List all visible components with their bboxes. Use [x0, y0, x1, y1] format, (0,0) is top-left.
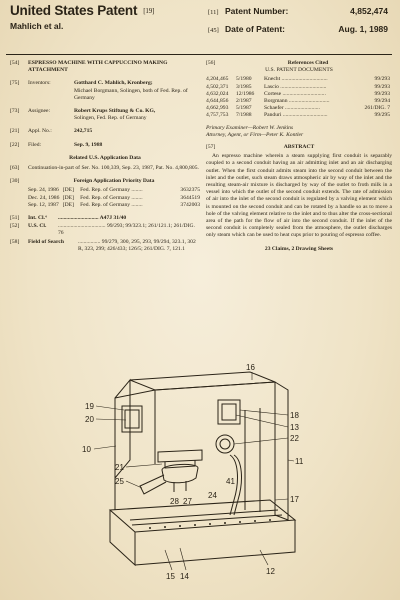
- ref-label: 27: [183, 497, 192, 506]
- filed-field: [22] Filed: Sep. 9, 1988: [10, 141, 103, 148]
- espresso-machine-drawing: [70, 360, 330, 595]
- header-left: [10, 3, 154, 31]
- priority-row: Dec. 24, 1986 [DE] Fed. Rep. of Germany ........ 3644519: [28, 194, 200, 201]
- abstract-text: An espresso machine wherein a steam supplying first conduit is separably coupled to a second conduit having an air admitting inlet and an air discharging outlet. When the first conduit admits steam into the second conduit between the inlet and the outlet, such steam draws atmospheric air by way of the inlet and the resulting steam-air mixture is discharged by way of the outlet to froth milk in a vessel into which the outlet of the second conduit extends. The rate of admission of air into the inlet of the second conduit is regulated by a valving element which is mounted on the second conduit and can be rotated by a handle so as to move a hole of the valving element relative to the inlet and to thus alter the cross-sectional area of the path for the flow of air into the second conduit. If the inlet of the second conduit is completely sealed from the atmosphere, the outlet discharges only steam which can be used to heat cups prior to pouring of espresso coffee.: [206, 153, 392, 239]
- ref-label: 11: [295, 457, 304, 466]
- continuation-field: [63] Continuation-in-part of Ser. No. 100,339, Sep. 23, 1987, Pat. No. 4,800,805.: [10, 165, 199, 172]
- us-patent-docs-heading: U.S. PATENT DOCUMENTS: [265, 67, 333, 74]
- invention-title: [54] ESPRESSO MACHINE WITH CAPPUCCINO MAKING ATTACHMENT: [10, 60, 168, 74]
- inventors-field: [75] Inventors: Gotthard C. Mahlich, Kronberg; Michael Borgmann, Solingen, both of Fed. Rep. of Germany: [10, 80, 188, 101]
- machine-outline: [110, 372, 295, 565]
- primary-examiner: Primary Examiner—Robert W. Jenkins: [206, 124, 294, 131]
- ref-label: 20: [85, 415, 94, 424]
- ref-label: 15: [166, 572, 175, 581]
- ref-label: 41: [226, 477, 235, 486]
- reference-list: [206, 76, 392, 119]
- references-heading: [56] References Cited: [206, 60, 329, 66]
- drip-tray-holes: [149, 519, 271, 529]
- right-column: [206, 60, 392, 253]
- ref-label: 19: [85, 402, 94, 411]
- ref-label: 17: [290, 495, 299, 504]
- ref-label: 12: [266, 567, 275, 576]
- priority-row: Sep. 24, 1986 [DE] Fed. Rep. of Germany ........ 3632375: [28, 187, 200, 194]
- int-cl-field: [51] Int. Cl.⁴ ............................. A47J 31/40: [10, 215, 127, 222]
- assignee-field: [73] Assignee: Robert Krups Stiftung & Co. KG, Solingen, Fed. Rep. of Germany: [10, 108, 156, 122]
- claims-line: 23 Claims, 2 Drawing Sheets: [264, 245, 334, 252]
- ref-label: 10: [82, 445, 91, 454]
- left-column: [10, 60, 200, 259]
- header-divider: [6, 54, 392, 55]
- patent-title: United States Patent [19]: [10, 3, 155, 18]
- reference-row: 4,662,993 5/1987 Schaefer ......................... 261/DIG. 7: [206, 105, 390, 112]
- leader-lines: [94, 372, 294, 570]
- appl-no-field: [21] Appl. No.: 242,715: [10, 128, 93, 135]
- priority-list: [10, 187, 200, 209]
- foreign-priority-heading: [30] Foreign Application Priority Data: [10, 178, 155, 185]
- ref-label: 21: [115, 463, 124, 472]
- attorney: Attorney, Agent, or Firm—Peter K. Kontler: [206, 131, 304, 138]
- ref-label: 24: [208, 491, 217, 500]
- patent-number-row: [11] Patent Number: 4,852,474: [208, 3, 388, 21]
- ref-label: 13: [290, 423, 299, 432]
- field-of-search: [58] Field of Search ................ 99/279, 300, 295, 293, 99/294, 323.1, 302 R, 323, 299; 426/433; 126/5; 261/DIG. 7, 121.1: [10, 238, 196, 252]
- patent-number: 4,852,474: [350, 6, 388, 16]
- reference-row: 4,644,856 2/1987 Borgmann ............................. 99/294: [206, 98, 390, 105]
- header-right: [208, 3, 388, 39]
- ref-label: 16: [246, 363, 255, 372]
- ref-label: 18: [290, 411, 299, 420]
- patent-date-row: [45] Date of Patent: Aug. 1, 1989: [208, 21, 388, 39]
- reference-row: 4,204,465 5/1980 Knecht ................................. 99/293: [206, 76, 390, 83]
- reference-row: 4,632,024 12/1986 Cortese ............................... 99/293: [206, 90, 390, 97]
- related-heading: Related U.S. Application Data: [69, 154, 141, 161]
- patent-date: Aug. 1, 1989: [338, 24, 388, 34]
- abstract-heading: [57] ABSTRACT: [206, 144, 315, 151]
- us-cl-field: [52] U.S. Cl. .................................. 99/293; 99/323.1; 261/121.1; 261/DIG. 76: [10, 223, 195, 237]
- inventor-line: Mahlich et al.: [10, 21, 64, 31]
- ref-label: 25: [115, 477, 124, 486]
- reference-row: 4,502,371 3/1985 Lascio ................................. 99/293: [206, 83, 390, 90]
- ref-label: 14: [180, 572, 189, 581]
- ref-label: 28: [170, 497, 179, 506]
- ref-label: 22: [290, 434, 299, 443]
- priority-row: Sep. 12, 1987 [DE] Fed. Rep. of Germany ........ 3742003: [28, 201, 200, 208]
- reference-row: 4,757,753 7/1988 Panduri ................................ 99/295: [206, 112, 390, 119]
